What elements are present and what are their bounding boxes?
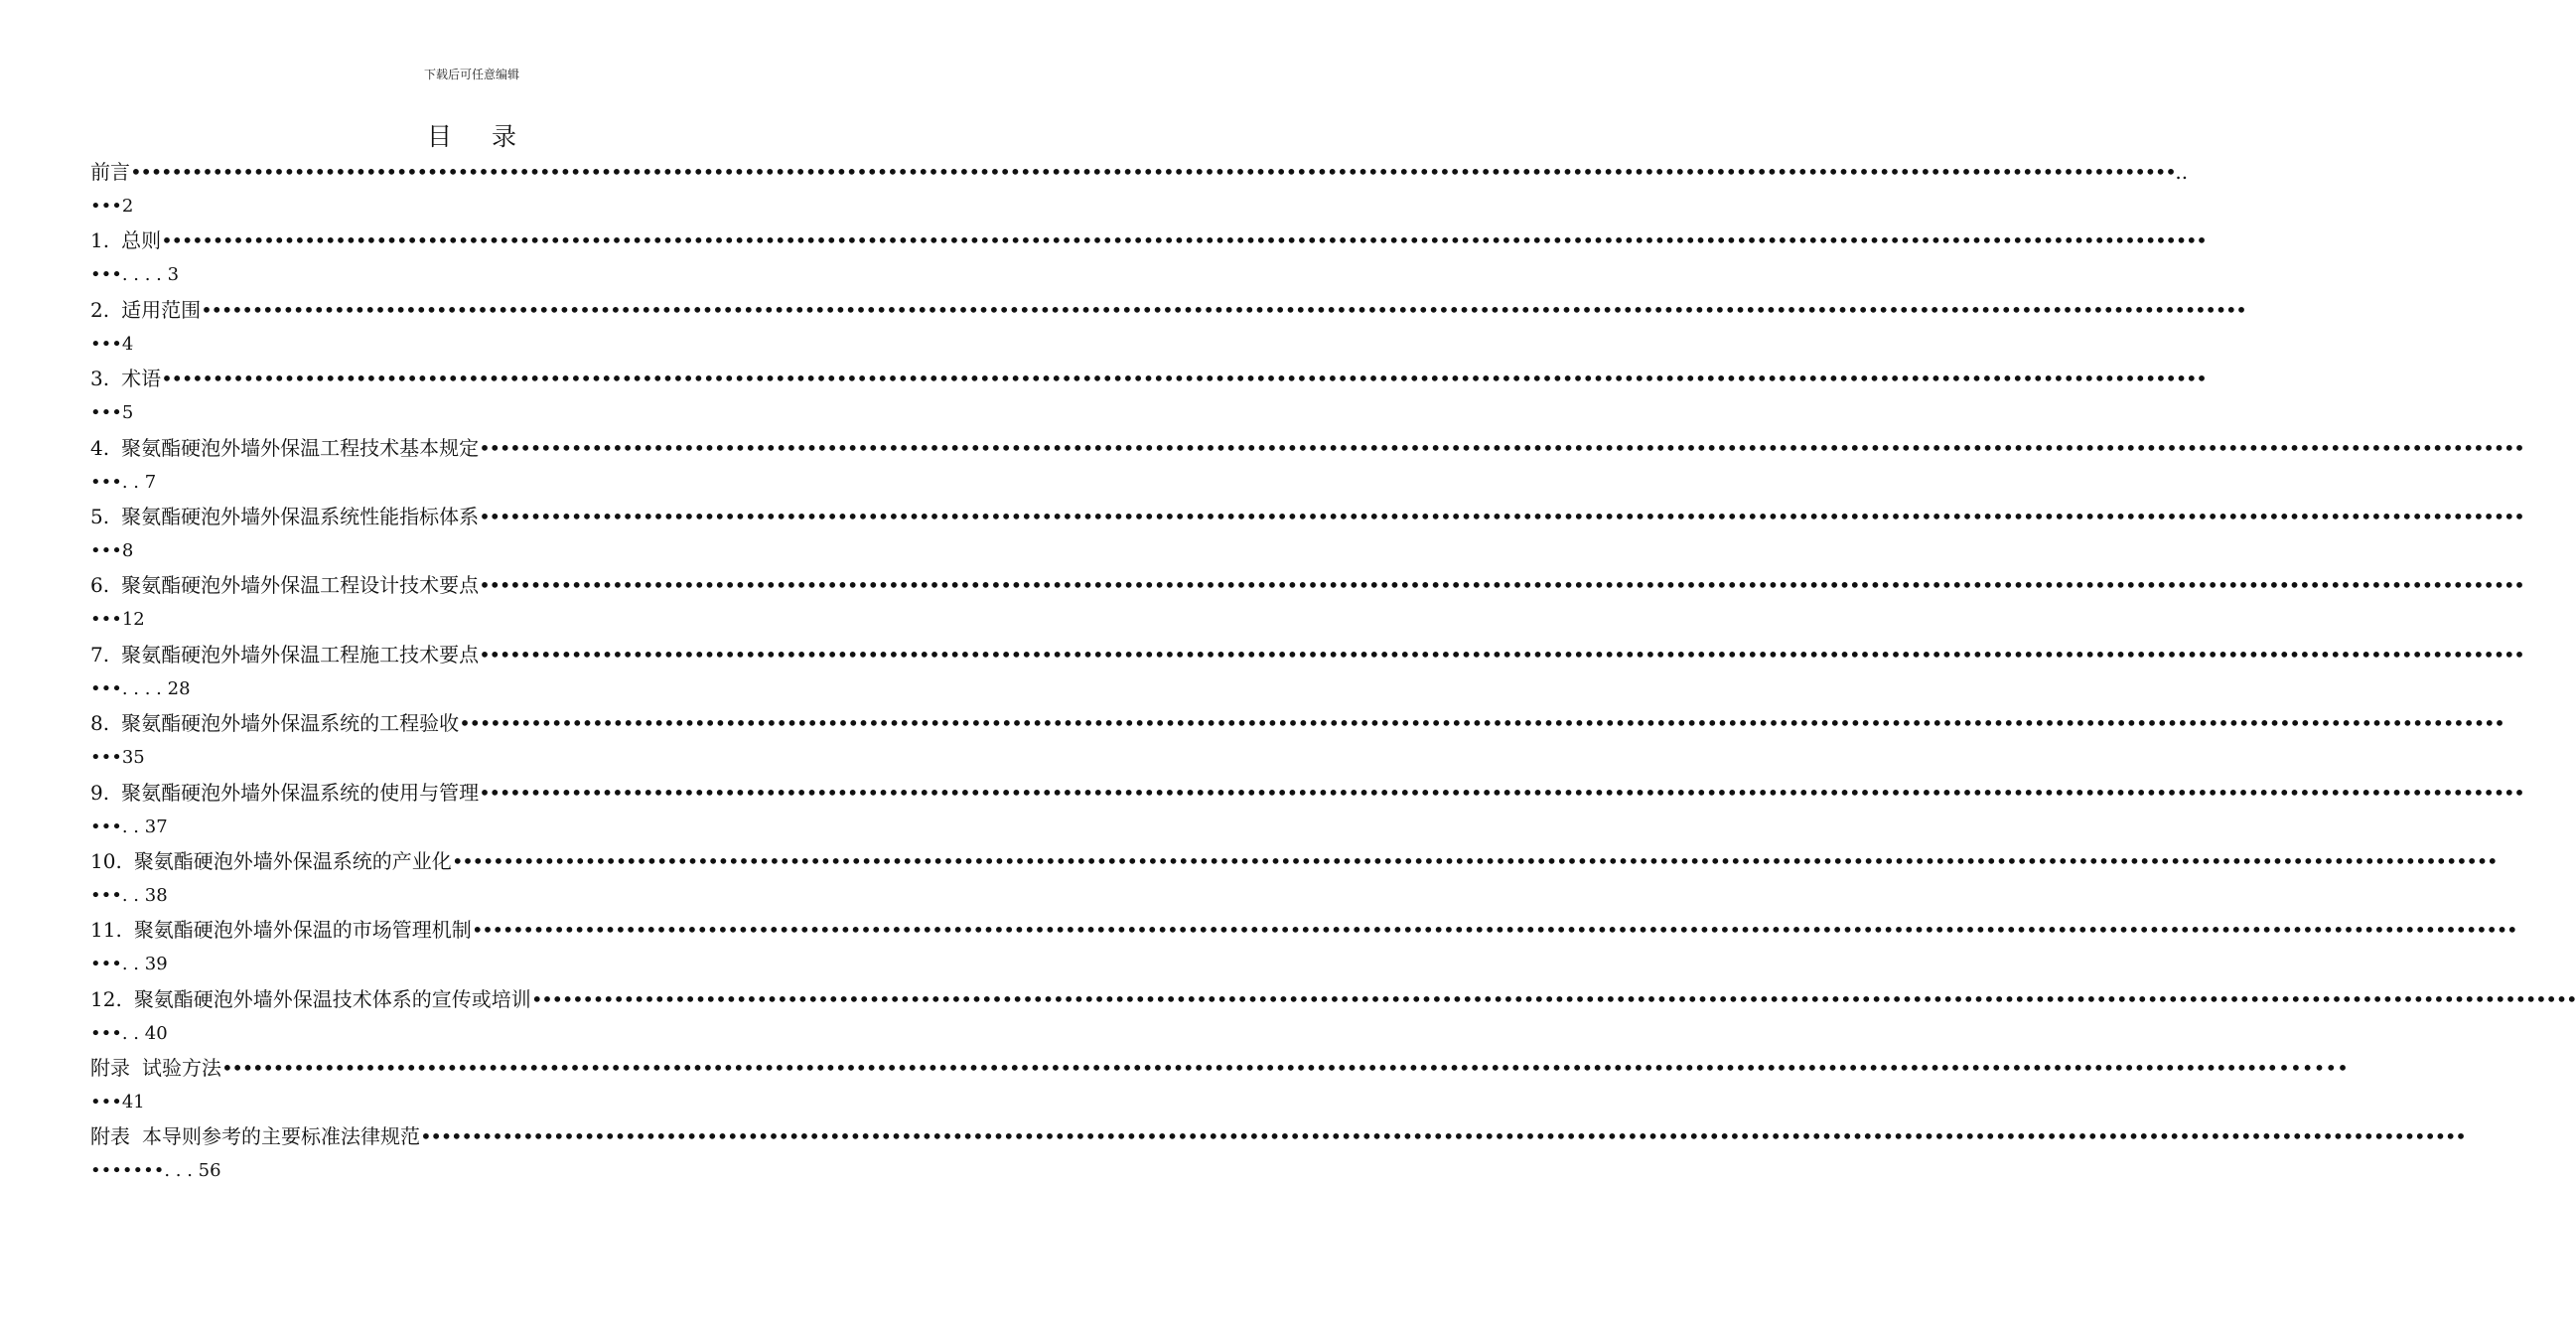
toc-entry-number: 7. [90, 642, 110, 667]
dot-leader: •••••••••••••••••••••••••••••••••••••••••••••••••••••••••••••••••••••••••••••••••••••••••••••••••••••••••••••••••••••••••••••••••••••••••••••••••••••••••••••••••••••••••••••••••••••••••••••••••••••••• [451, 848, 2498, 873]
dot-leader: •••••••••••••••••••••••••••••••••••••••••••••••••••••••••••••••••••••••••••••••••••••••••••••••••••••••••••••••••••••••••••••••••••••••••••••••••••••••••••••••••••••••••••••••••••••••••••••••••••••••• [420, 1124, 2466, 1149]
toc-entry-line [90, 913, 2517, 947]
dot-leader: •••••••••••••••••••••••••••••••••••••••••••••••••••••••••••••••••••••••••••••••••••••••••••••••••••••••••••••••••••••••••••••••••••••••••••••••••••••••••••••••••••••••••••••••••••••••••••••••••••••••• [479, 573, 2524, 598]
toc-entry[interactable] [90, 638, 2524, 706]
toc-entry-number: 3. [90, 367, 110, 391]
toc-entry-line [90, 638, 2524, 671]
toc-entry[interactable] [90, 776, 2524, 844]
toc-entry-label: 聚氨酯硬泡外墙外保温系统的工程验收 [121, 711, 460, 736]
toc-entry-line [90, 706, 2504, 740]
dot-leader: •••••••••••••••••••••••••••••••••••••••••••••••••••••••••••••••••••••••••••••••••••••••••••••••••••••••••••••••••••••••••••••••••••••••••••••••••••••••••••••••••••••••••••••••••••••••••••••••••••••••• [201, 297, 2246, 322]
toc-entry-title [90, 982, 531, 1016]
toc-entry-title [90, 223, 161, 257]
toc-entry-number: 10. [90, 848, 122, 873]
toc-entry-title [90, 844, 452, 878]
toc-entry-line [90, 1051, 2349, 1085]
toc-entry-page: •••12 [90, 609, 145, 631]
toc-entry-number: 6. [90, 573, 110, 598]
toc-entry-label: 聚氨酯硬泡外墙外保温技术体系的宣传或培训 [133, 986, 531, 1011]
toc-entry[interactable] [90, 155, 2189, 223]
toc-entry-line [90, 293, 2246, 327]
toc-entry-page: •••. . . . 3 [90, 264, 180, 286]
dot-leader: •••••••••••••••••••••••••••••••••••••••••••••••••••••••••••••••••••••••••••••••••••••••••••••••••••••••••••••••••••••••••••••••••••••••••••••••••••••••••••••••••••••••••••••••••••••••••••••••••••••••• [479, 435, 2524, 460]
toc-entry-title [90, 706, 459, 740]
dot-leader: •••••••••••••••••••••••••••••••••••••••••••••••••••••••••••••••••••••••••••••••••••••••••••••••••••••••••••••••••••••••••••••••••••••••••••••••••••••••••••••••••••••••••••••••••••••••••••••••••••••••• [130, 160, 2176, 184]
toc-entry[interactable] [90, 706, 2504, 775]
toc-entry-page: •••. . 39 [90, 954, 168, 975]
toc-entry-label: 术语 [121, 367, 162, 391]
toc-entry-label: 聚氨酯硬泡外墙外保温的市场管理机制 [133, 918, 472, 943]
toc-entry-page: •••. . 7 [90, 471, 157, 493]
toc-entry-line [90, 844, 2498, 878]
table-of-contents [90, 155, 2576, 1189]
toc-entry-label: 适用范围 [121, 297, 202, 322]
dot-leader: •••••••••••••••••••••••••••••••••••••••••••••••••••••••••••••••••••••••••••••••••••••••••••••••••••••••••••••••••••••••••••••••••••••••••••••••••••••••••••••••••••••••••••••••••••••••••••••••••••••••• [161, 367, 2207, 391]
toc-entry-leader-tail: ••••••• [2266, 1056, 2349, 1081]
toc-entry-label: 聚氨酯硬泡外墙外保温系统的使用与管理 [121, 780, 480, 805]
toc-entry[interactable] [90, 431, 2524, 500]
toc-entry-number: 4. [90, 435, 110, 460]
toc-entry-title [90, 776, 479, 810]
toc-entry-title [90, 293, 201, 327]
toc-entry-number: 附表 [90, 1124, 130, 1149]
dot-leader: •••••••••••••••••••••••••••••••••••••••••••••••••••••••••••••••••••••••••••••••••••••••••••••••••••••••••••••••••••••••••••••••••••••••••••••••••••••••••••••••••••••••••••••••••••••••••••••••••••••••• [459, 711, 2504, 736]
toc-entry-label: 聚氨酯硬泡外墙外保温工程设计技术要点 [121, 573, 480, 598]
toc-entry[interactable] [90, 293, 2246, 362]
toc-entry-page: •••4 [90, 333, 134, 355]
toc-entry-line [90, 500, 2524, 533]
toc-entry[interactable] [90, 223, 2207, 292]
toc-entry-title [90, 568, 479, 602]
page-title-char-2: 录 [492, 122, 517, 151]
toc-entry-title [90, 362, 161, 395]
toc-entry[interactable] [90, 913, 2517, 981]
toc-entry-number: 8. [90, 711, 110, 736]
toc-entry-label: 总则 [121, 228, 162, 253]
toc-entry-label: 聚氨酯硬泡外墙外保温系统性能指标体系 [121, 504, 480, 528]
toc-entry[interactable] [90, 982, 2576, 1051]
dot-leader: •••••••••••••••••••••••••••••••••••••••••••••••••••••••••••••••••••••••••••••••••••••••••••••••••••••••••••••••••••••••••••••••••••••••••••••••••••••••••••••••••••••••••••••••••••••••••••••••••••••••• [530, 986, 2576, 1011]
toc-entry[interactable] [90, 1051, 2349, 1119]
dot-leader: •••••••••••••••••••••••••••••••••••••••••••••••••••••••••••••••••••••••••••••••••••••••••••••••••••••••••••••••••••••••••••••••••••••••••••••••••••••••••••••••••••••••••••••••••••••••••••••••••••••••• [479, 504, 2524, 528]
toc-entry-line [90, 982, 2576, 1016]
toc-entry-title [90, 1119, 420, 1153]
toc-entry-page: •••••••. . . 56 [90, 1160, 221, 1182]
toc-entry-title [90, 913, 472, 947]
toc-entry-title [90, 1051, 221, 1085]
toc-entry-page: •••41 [90, 1092, 145, 1113]
toc-entry-title [90, 638, 479, 671]
toc-entry-page: •••2 [90, 196, 134, 217]
page-title [0, 117, 943, 153]
toc-entry-page: •••5 [90, 402, 134, 424]
toc-entry-number: 12. [90, 986, 122, 1011]
toc-entry-line [90, 431, 2524, 465]
toc-entry[interactable] [90, 844, 2498, 913]
toc-entry-label: 聚氨酯硬泡外墙外保温工程施工技术要点 [121, 642, 480, 667]
toc-entry-line [90, 362, 2207, 395]
toc-entry-number: 9. [90, 780, 110, 805]
toc-entry-label: 试验方法 [142, 1056, 221, 1081]
toc-entry-number: 11. [90, 918, 122, 943]
toc-entry[interactable] [90, 1119, 2466, 1188]
toc-entry-line [90, 223, 2207, 257]
toc-entry-label: 本导则参考的主要标准法律规范 [142, 1124, 420, 1149]
toc-entry-page: •••. . . . 28 [90, 677, 191, 699]
toc-entry[interactable] [90, 568, 2524, 637]
toc-entry-line [90, 1119, 2466, 1153]
toc-entry-title [90, 155, 130, 189]
toc-entry-page: •••. . 38 [90, 884, 168, 906]
dot-leader: •••••••••••••••••••••••••••••••••••••••••••••••••••••••••••••••••••••••••••••••••••••••••••••••••••••••••••••••••••••••••••••••••••••••••••••••••••••••••••••••••••••••••••••••••••••••••••••••••••••••• [161, 228, 2207, 253]
toc-entry-page: •••. . 40 [90, 1022, 168, 1044]
dot-leader: •••••••••••••••••••••••••••••••••••••••••••••••••••••••••••••••••••••••••••••••••••••••••••••••••••••••••••••••••••••••••••••••••••••••••••••••••••••••••••••••••••••••••••••••••••••••••••••••••••••••• [479, 642, 2524, 667]
toc-entry-line [90, 776, 2524, 810]
toc-entry-label: 前言 [90, 160, 130, 184]
toc-entry-number: 附录 [90, 1056, 130, 1081]
toc-entry[interactable] [90, 500, 2524, 568]
toc-entry-number: 1. [90, 228, 110, 253]
toc-entry-line [90, 155, 2189, 189]
toc-entry[interactable] [90, 362, 2207, 430]
toc-entry-page: •••8 [90, 539, 134, 561]
toc-entry-title [90, 500, 479, 533]
toc-entry-page: •••. . 37 [90, 816, 168, 837]
toc-entry-number: 2. [90, 297, 110, 322]
toc-entry-number: 5. [90, 504, 110, 528]
toc-entry-leader-tail: .. [2175, 160, 2189, 184]
toc-entry-title [90, 431, 479, 465]
toc-entry-label: 聚氨酯硬泡外墙外保温系统的产业化 [133, 848, 452, 873]
dot-leader: •••••••••••••••••••••••••••••••••••••••••••••••••••••••••••••••••••••••••••••••••••••••••••••••••••••••••••••••••••••••••••••••••••••••••••••••••••••••••••••••••••••••••••••••••••••••••••••••••••••••• [221, 1056, 2267, 1081]
dot-leader: •••••••••••••••••••••••••••••••••••••••••••••••••••••••••••••••••••••••••••••••••••••••••••••••••••••••••••••••••••••••••••••••••••••••••••••••••••••••••••••••••••••••••••••••••••••••••••••••••••••••• [471, 918, 2517, 943]
toc-entry-line [90, 568, 2524, 602]
page-title-char-1: 目 [426, 122, 452, 151]
header-note: 下载后可任意编辑 [423, 68, 519, 81]
dot-leader: •••••••••••••••••••••••••••••••••••••••••••••••••••••••••••••••••••••••••••••••••••••••••••••••••••••••••••••••••••••••••••••••••••••••••••••••••••••••••••••••••••••••••••••••••••••••••••••••••••••••• [479, 780, 2524, 805]
toc-entry-label: 聚氨酯硬泡外墙外保温工程技术基本规定 [121, 435, 480, 460]
toc-entry-page: •••35 [90, 747, 145, 769]
